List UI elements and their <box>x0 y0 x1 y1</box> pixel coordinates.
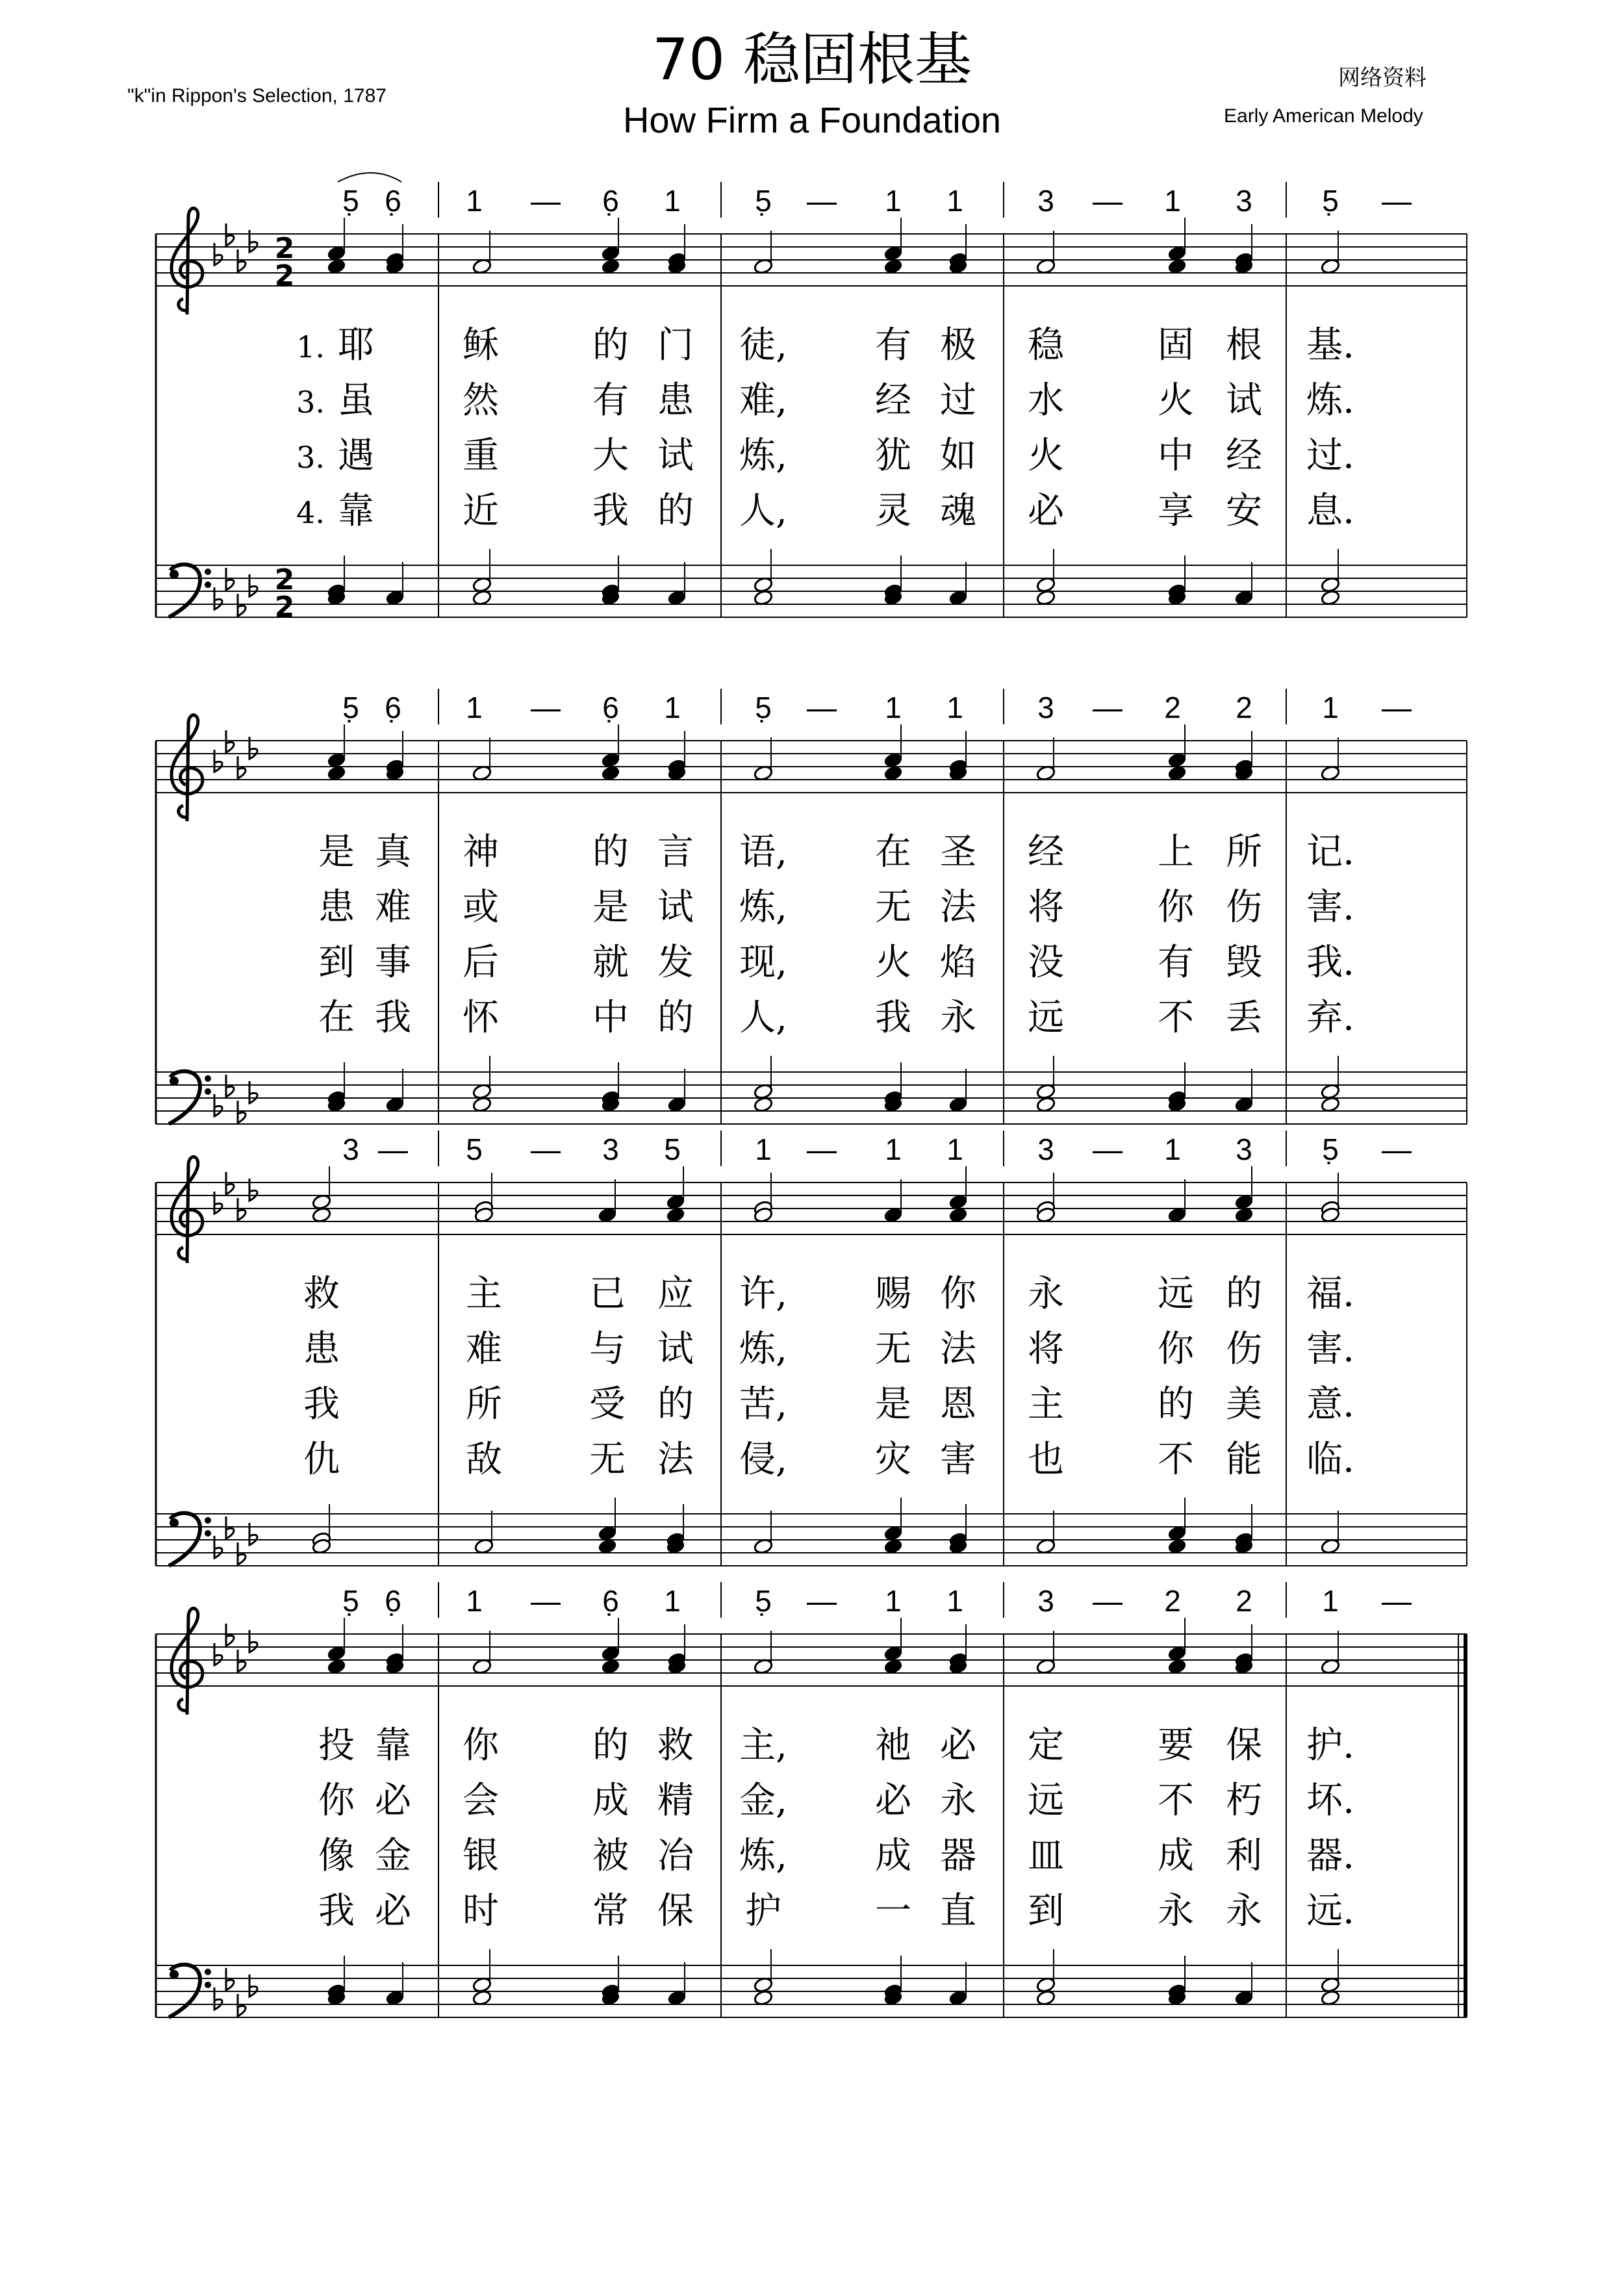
lyric-syllable: 经 <box>1028 831 1064 873</box>
lyric-syllable: 的 <box>592 1724 629 1767</box>
numbered-note: 6̣ <box>385 691 401 724</box>
bass-clef-dot <box>170 1970 179 1979</box>
treble-clef-icon <box>171 1609 203 1715</box>
lyric-syllable: 到 <box>318 941 355 984</box>
lyric-syllable: 中 <box>1158 435 1194 477</box>
numbered-note: 3 <box>1037 1132 1054 1166</box>
numbered-note: 1 <box>1322 691 1339 724</box>
lyric-syllable: 不 <box>1158 1780 1194 1822</box>
lyric-syllable: 水 <box>1028 379 1064 422</box>
lyric-syllable: 真 <box>375 831 411 873</box>
numbered-note: — <box>1382 184 1412 218</box>
lyric-syllable: 没 <box>1028 941 1064 984</box>
lyric-syllable: 器 <box>940 1835 976 1877</box>
bass-clef-dot <box>205 1530 211 1537</box>
lyric-syllable: 毁 <box>1226 941 1262 984</box>
lyric-syllable: 患 <box>657 379 694 422</box>
lyric-syllable: 火 <box>875 941 911 984</box>
lyric-syllable: 银 <box>463 1835 499 1877</box>
lyric-syllable: 有 <box>592 379 629 422</box>
lyric-syllable: 靠 <box>375 1724 411 1767</box>
numbered-note: — <box>1382 691 1412 724</box>
lyric-syllable: 金, <box>739 1780 787 1822</box>
lyric-syllable: 丢 <box>1226 997 1262 1039</box>
lyric-syllable: 临. <box>1306 1438 1354 1481</box>
lyric-syllable: 试 <box>657 886 694 928</box>
lyric-syllable: 遇 <box>338 435 374 477</box>
lyric-syllable: 投 <box>318 1724 355 1767</box>
treble-clef-stroke <box>171 715 203 821</box>
lyric-syllable: 稣 <box>463 324 499 366</box>
numbered-note: 5̣ <box>755 184 772 218</box>
bass-clef-dot <box>205 1088 211 1095</box>
lyric-syllable: 护. <box>1306 1724 1354 1767</box>
lyric-syllable: 必 <box>375 1890 411 1932</box>
lyric-syllable: 许, <box>739 1273 787 1315</box>
lyric-syllable: 朽 <box>1226 1780 1262 1822</box>
lyric-syllable: 事 <box>375 941 411 984</box>
lyric-syllable: 人, <box>739 490 787 532</box>
verse-number: 1. <box>296 329 325 364</box>
lyric-syllable: 发 <box>657 941 694 984</box>
lyric-syllable: 中 <box>592 997 629 1039</box>
lyric-syllable: 经 <box>875 379 911 422</box>
lyric-syllable: 主, <box>739 1724 787 1767</box>
lyric-syllable: 难 <box>375 886 411 928</box>
lyric-syllable: 直 <box>940 1890 976 1932</box>
bass-clef-dot <box>205 1969 211 1975</box>
lyric-syllable: 永 <box>940 997 976 1039</box>
author-credit: "k"in Rippon's Selection, 1787 <box>127 85 387 107</box>
numbered-note: — <box>807 1584 837 1618</box>
lyric-syllable: 难, <box>739 379 787 422</box>
numbered-note: 2 <box>1236 1584 1252 1618</box>
lyric-syllable: 是 <box>592 886 629 928</box>
verse-number: 3. <box>296 385 325 420</box>
lyric-syllable: 语, <box>739 831 787 873</box>
lyric-syllable: 器. <box>1306 1835 1354 1877</box>
lyric-syllable: 永 <box>1158 1890 1194 1932</box>
lyric-syllable: 炼, <box>739 886 787 928</box>
lyric-syllable: 有 <box>1158 941 1194 984</box>
bass-clef-dot <box>205 581 211 588</box>
lyric-syllable: 炼, <box>739 1328 787 1370</box>
lyric-syllable: 无 <box>875 886 911 928</box>
treble-clef-stroke <box>171 1157 203 1263</box>
lyric-syllable: 一 <box>875 1890 911 1932</box>
lyric-syllable: 远 <box>1158 1273 1194 1315</box>
lyric-syllable: 救 <box>657 1724 694 1767</box>
lyric-syllable: 的 <box>592 831 629 873</box>
lyric-syllable: 或 <box>463 886 499 928</box>
lyric-syllable: 像 <box>318 1835 355 1877</box>
lyric-syllable: 伤 <box>1226 1328 1262 1370</box>
lyric-syllable: 经 <box>1226 435 1262 477</box>
lyric-syllable: 害 <box>940 1438 976 1481</box>
numbered-note: 1 <box>466 691 483 724</box>
lyric-syllable: 远. <box>1306 1890 1354 1932</box>
lyric-syllable: 大 <box>592 435 629 477</box>
lyric-syllable: 灾 <box>875 1438 911 1481</box>
lyric-syllable: 敌 <box>466 1438 502 1481</box>
lyric-syllable: 已 <box>589 1273 626 1315</box>
hymn-title: 70 稳固根基 <box>652 26 972 93</box>
lyric-syllable: 福. <box>1306 1273 1354 1315</box>
lyric-syllable: 不 <box>1158 997 1194 1039</box>
numbered-note: 1 <box>946 1132 963 1166</box>
lyric-syllable: 到 <box>1028 1890 1064 1932</box>
lyric-syllable: 极 <box>940 324 976 366</box>
numbered-note: — <box>531 1132 561 1166</box>
lyric-syllable: 过 <box>940 379 976 422</box>
lyric-syllable: 灵 <box>875 490 911 532</box>
lyric-syllable: 过. <box>1306 435 1354 477</box>
numbered-note: — <box>1093 1584 1123 1618</box>
lyric-syllable: 必 <box>375 1780 411 1822</box>
lyric-syllable: 我 <box>875 997 911 1039</box>
lyric-syllable: 与 <box>589 1328 626 1370</box>
time-signature-top: 2 <box>274 232 295 265</box>
numbered-note: 6̣ <box>385 184 401 218</box>
lyric-syllable: 就 <box>592 941 629 984</box>
lyric-syllable: 保 <box>1226 1724 1262 1767</box>
numbered-note: 5̣ <box>1322 1132 1339 1166</box>
lyric-syllable: 神 <box>463 831 499 873</box>
lyric-syllable: 无 <box>589 1438 626 1481</box>
numbered-note: 1 <box>664 691 681 724</box>
lyric-syllable: 成 <box>875 1835 911 1877</box>
lyric-syllable: 会 <box>463 1780 499 1822</box>
lyric-syllable: 常 <box>592 1890 629 1932</box>
numbered-note: 2 <box>1164 691 1181 724</box>
lyric-syllable: 难 <box>466 1328 502 1370</box>
treble-clef-icon <box>171 209 203 314</box>
numbered-note: 1 <box>1322 1584 1339 1618</box>
numbered-note: — <box>1093 184 1123 218</box>
numbered-note: — <box>807 184 837 218</box>
numbered-note: — <box>531 184 561 218</box>
lyric-syllable: 试 <box>657 1328 694 1370</box>
hymn-subtitle: How Firm a Foundation <box>622 99 1001 140</box>
lyric-syllable: 息. <box>1306 490 1354 532</box>
lyric-syllable: 徒, <box>739 324 787 366</box>
treble-clef-stroke <box>171 1609 203 1715</box>
lyric-syllable: 坏. <box>1306 1780 1354 1822</box>
numbered-note: 5̣ <box>755 691 772 724</box>
bass-clef-dot <box>205 1982 211 1988</box>
numbered-note: 1 <box>885 1132 902 1166</box>
lyric-syllable: 苦, <box>739 1383 787 1425</box>
lyric-syllable: 试 <box>657 435 694 477</box>
lyric-syllable: 美 <box>1226 1383 1262 1425</box>
lyric-syllable: 永 <box>1028 1273 1064 1315</box>
lyric-syllable: 我 <box>375 997 411 1039</box>
numbered-note: 3 <box>1236 184 1252 218</box>
numbered-note: — <box>807 1132 837 1166</box>
lyric-syllable: 护 <box>745 1890 781 1932</box>
numbered-note: 2 <box>1236 691 1252 724</box>
numbered-note: 6̣ <box>602 691 619 724</box>
lyric-syllable: 魂 <box>940 490 976 532</box>
verse-number: 4. <box>296 495 325 530</box>
lyric-syllable: 必 <box>875 1780 911 1822</box>
lyric-syllable: 定 <box>1028 1724 1064 1767</box>
numbered-note: 5̣ <box>1322 184 1339 218</box>
lyric-syllable: 耶 <box>338 324 374 366</box>
lyric-syllable: 是 <box>318 831 355 873</box>
lyric-syllable: 怀 <box>463 997 499 1039</box>
lyric-syllable: 患 <box>318 886 355 928</box>
lyric-syllable: 主 <box>466 1273 502 1315</box>
numbered-note: — <box>1382 1132 1412 1166</box>
lyric-syllable: 将 <box>1028 886 1064 928</box>
lyric-syllable: 你 <box>1158 1328 1194 1370</box>
lyric-syllable: 的 <box>1226 1273 1262 1315</box>
lyric-syllable: 赐 <box>875 1273 911 1315</box>
numbered-note: 1 <box>946 691 963 724</box>
numbered-note: 5 <box>466 1132 483 1166</box>
lyric-syllable: 侵, <box>739 1438 787 1481</box>
lyric-syllable: 金 <box>375 1835 411 1877</box>
source-credit: 网络资料 <box>1338 65 1427 91</box>
lyric-syllable: 在 <box>318 997 355 1039</box>
lyric-syllable: 弃. <box>1306 997 1354 1039</box>
numbered-note: 3 <box>342 1132 359 1166</box>
lyric-syllable: 救 <box>303 1273 340 1315</box>
lyric-syllable: 恩 <box>940 1383 976 1425</box>
lyric-syllable: 永 <box>940 1780 976 1822</box>
lyric-syllable: 虽 <box>338 379 374 422</box>
lyric-syllable: 主 <box>1028 1383 1064 1425</box>
treble-clef-icon <box>171 715 203 821</box>
lyric-syllable: 将 <box>1028 1328 1064 1370</box>
numbered-note: — <box>1093 691 1123 724</box>
numbered-note: 1 <box>466 1584 483 1618</box>
verse-number: 3. <box>296 440 325 475</box>
numbered-note: 6̣ <box>385 1584 401 1618</box>
lyric-syllable: 远 <box>1028 1780 1064 1822</box>
numbered-note: 1 <box>1164 184 1181 218</box>
lyric-syllable: 必 <box>1028 490 1064 532</box>
lyric-syllable: 我 <box>318 1890 355 1932</box>
lyric-syllable: 的 <box>592 324 629 366</box>
numbered-note: — <box>531 691 561 724</box>
time-signature-bottom: 2 <box>274 259 295 292</box>
numbered-note: 1 <box>466 184 483 218</box>
lyric-syllable: 的 <box>1158 1383 1194 1425</box>
bass-clef-dot <box>170 570 179 579</box>
bass-clef-dot <box>170 1518 179 1527</box>
numbered-note: — <box>378 1132 408 1166</box>
lyric-syllable: 犹 <box>875 435 911 477</box>
lyric-syllable: 保 <box>657 1890 694 1932</box>
lyric-syllable: 炼, <box>739 1835 787 1877</box>
lyric-syllable: 法 <box>940 1328 976 1370</box>
lyric-syllable: 无 <box>875 1328 911 1370</box>
lyric-syllable: 的 <box>657 490 694 532</box>
lyric-syllable: 根 <box>1226 324 1262 366</box>
numbered-note: 3 <box>1236 1132 1252 1166</box>
numbered-note: — <box>807 691 837 724</box>
lyric-syllable: 火 <box>1158 379 1194 422</box>
bass-clef-dot <box>205 1075 211 1082</box>
lyric-syllable: 你 <box>940 1273 976 1315</box>
numbered-note: 1 <box>946 1584 963 1618</box>
numbered-note: 1 <box>885 184 902 218</box>
treble-clef-icon <box>171 1157 203 1263</box>
numbered-note: 3 <box>1037 691 1054 724</box>
lyric-syllable: 试 <box>1226 379 1262 422</box>
numbered-note: 5̣ <box>342 184 359 218</box>
lyric-syllable: 你 <box>318 1780 355 1822</box>
lyric-syllable: 焰 <box>940 941 976 984</box>
lyric-syllable: 被 <box>592 1835 629 1877</box>
numbered-note: — <box>1382 1584 1412 1618</box>
lyric-syllable: 利 <box>1226 1835 1262 1877</box>
numbered-note: 6̣ <box>602 1584 619 1618</box>
bass-clef-dot <box>205 1517 211 1524</box>
numbered-note: 1 <box>664 184 681 218</box>
numbered-note: 1 <box>664 1584 681 1618</box>
numbered-note: 1 <box>885 1584 902 1618</box>
lyric-syllable: 基. <box>1306 324 1354 366</box>
lyric-syllable: 你 <box>1158 886 1194 928</box>
lyric-syllable: 仇 <box>303 1438 340 1481</box>
lyric-syllable: 然 <box>463 379 499 422</box>
lyric-syllable: 成 <box>592 1780 629 1822</box>
lyric-syllable: 受 <box>589 1383 626 1425</box>
lyric-syllable: 安 <box>1226 490 1262 532</box>
numbered-note: 1 <box>755 1132 772 1166</box>
treble-clef-stroke <box>171 209 203 314</box>
lyric-syllable: 火 <box>1028 435 1064 477</box>
lyric-syllable: 必 <box>940 1724 976 1767</box>
lyric-syllable: 皿 <box>1028 1835 1064 1877</box>
lyric-syllable: 记. <box>1306 831 1354 873</box>
lyric-syllable: 成 <box>1158 1835 1194 1877</box>
lyric-syllable: 门 <box>657 324 694 366</box>
lyric-syllable: 炼. <box>1306 379 1354 422</box>
lyric-syllable: 言 <box>657 831 694 873</box>
numbered-note: 1 <box>946 184 963 218</box>
numbered-note: 3 <box>602 1132 619 1166</box>
time-signature-bottom: 2 <box>274 591 295 624</box>
numbered-note: 5 <box>664 1132 681 1166</box>
lyric-syllable: 害. <box>1306 886 1354 928</box>
bass-clef-dot <box>205 568 211 575</box>
numbered-note: 3 <box>1037 184 1054 218</box>
lyric-syllable: 法 <box>940 886 976 928</box>
numbered-note: 6̣ <box>602 184 619 218</box>
lyric-syllable: 也 <box>1028 1438 1064 1481</box>
time-signature-top: 2 <box>274 563 295 596</box>
numbered-note: 1 <box>1164 1132 1181 1166</box>
lyric-syllable: 的 <box>657 1383 694 1425</box>
lyric-syllable: 永 <box>1226 1890 1262 1932</box>
lyric-syllable: 的 <box>657 997 694 1039</box>
lyric-syllable: 我 <box>592 490 629 532</box>
lyric-syllable: 人, <box>739 997 787 1039</box>
lyric-syllable: 固 <box>1158 324 1194 366</box>
lyric-syllable: 重 <box>463 435 499 477</box>
lyric-syllable: 祂 <box>875 1724 911 1767</box>
lyric-syllable: 是 <box>875 1383 911 1425</box>
lyric-syllable: 上 <box>1158 831 1194 873</box>
lyric-syllable: 圣 <box>940 831 976 873</box>
lyric-syllable: 患 <box>303 1328 340 1370</box>
lyric-syllable: 所 <box>466 1383 502 1425</box>
numbered-note: 5̣ <box>342 1584 359 1618</box>
lyric-syllable: 能 <box>1226 1438 1262 1481</box>
bass-clef-dot <box>170 1077 179 1086</box>
lyric-syllable: 害. <box>1306 1328 1354 1370</box>
lyric-syllable: 炼, <box>739 435 787 477</box>
numbered-note: — <box>1093 1132 1123 1166</box>
numbered-note: — <box>531 1584 561 1618</box>
tune-credit: Early American Melody <box>1224 105 1423 127</box>
numbered-note: 5̣ <box>755 1584 772 1618</box>
lyric-syllable: 稳 <box>1028 324 1064 366</box>
lyric-syllable: 远 <box>1028 997 1064 1039</box>
numbered-note: 5̣ <box>342 691 359 724</box>
numbered-note: 3 <box>1037 1584 1054 1618</box>
lyric-syllable: 靠 <box>338 490 374 532</box>
lyric-syllable: 享 <box>1158 490 1194 532</box>
lyric-syllable: 如 <box>940 435 976 477</box>
lyric-syllable: 要 <box>1158 1724 1194 1767</box>
lyric-syllable: 现, <box>739 941 787 984</box>
lyric-syllable: 近 <box>463 490 499 532</box>
lyric-syllable: 意. <box>1306 1383 1354 1425</box>
lyric-syllable: 时 <box>463 1890 499 1932</box>
lyric-syllable: 有 <box>875 324 911 366</box>
lyric-syllable: 我. <box>1306 941 1354 984</box>
tie-arc <box>338 173 401 182</box>
lyric-syllable: 所 <box>1226 831 1262 873</box>
numbered-note: 1 <box>885 691 902 724</box>
lyric-syllable: 后 <box>463 941 499 984</box>
numbered-note: 2 <box>1164 1584 1181 1618</box>
lyric-syllable: 伤 <box>1226 886 1262 928</box>
lyric-syllable: 我 <box>303 1383 340 1425</box>
lyric-syllable: 精 <box>657 1780 694 1822</box>
lyric-syllable: 在 <box>875 831 911 873</box>
lyric-syllable: 应 <box>657 1273 694 1315</box>
lyric-syllable: 法 <box>657 1438 694 1481</box>
lyric-syllable: 不 <box>1158 1438 1194 1481</box>
lyric-syllable: 冶 <box>657 1835 694 1877</box>
lyric-syllable: 你 <box>463 1724 499 1767</box>
